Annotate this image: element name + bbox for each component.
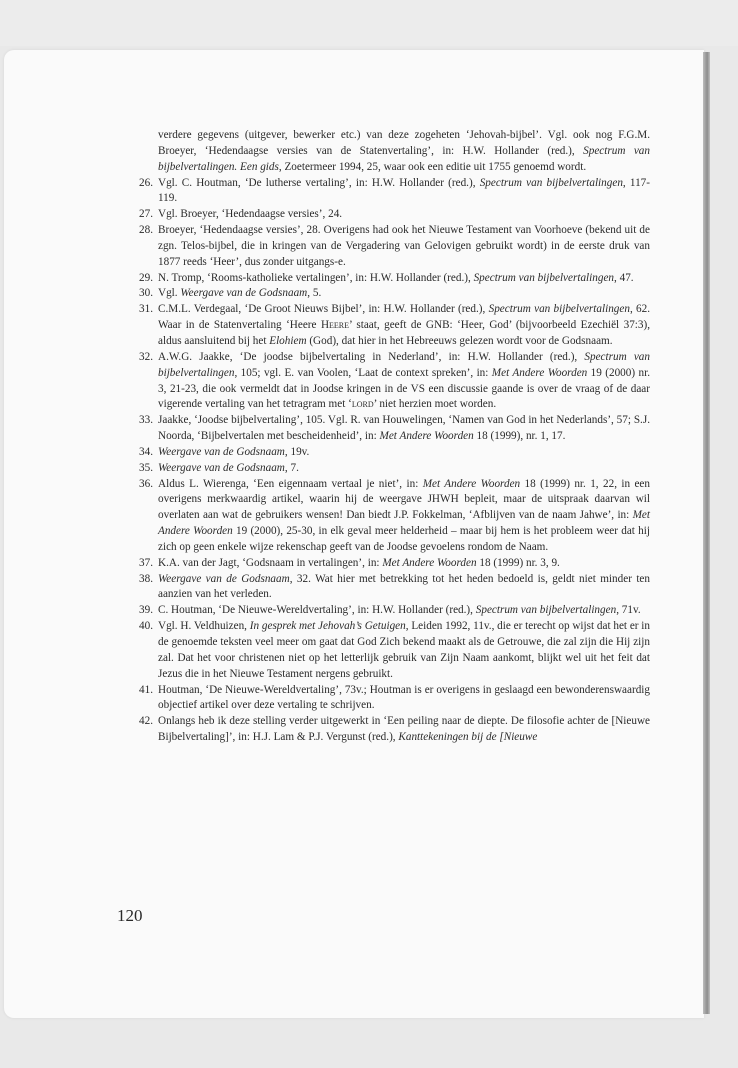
footnote-number: 35.: [139, 461, 153, 474]
footnote-35: [132, 461, 650, 477]
footnote-42: [132, 714, 650, 746]
italic-title: Met Andere Woorden: [379, 430, 474, 443]
text-segment: (God), dat hier in het Hebreeuws gelezen wordt voor de Godsnaam.: [306, 334, 613, 347]
book-spine-shadow: [703, 52, 710, 1014]
footnote-40: [132, 619, 650, 682]
page-number: 120: [117, 906, 143, 925]
text-segment: , 71v.: [616, 604, 641, 617]
italic-title: Weergave van de Godsnaam: [158, 461, 285, 474]
footnote-text: [158, 714, 650, 746]
footnote-number: 37.: [139, 556, 153, 569]
italic-title: Weergave van de Godsnaam: [158, 572, 290, 585]
footnote-number: 41.: [139, 683, 153, 696]
italic-title: Spectrum van bijbelvertalingen: [479, 176, 623, 189]
text-segment: , 117-119.: [158, 176, 650, 205]
italic-title: Kanttekeningen bij de [Nieuwe: [398, 731, 538, 744]
text-segment: , 105; vgl. E. van Voolen, ‘Laat de context spreken’, in:: [234, 366, 492, 379]
italic-title: Met Andere Woorden: [158, 509, 650, 538]
footnotes-list: [132, 128, 650, 746]
scan-background: [0, 0, 738, 46]
text-segment: Vgl. H. Veldhuizen,: [158, 620, 250, 633]
footnote-number: 28.: [139, 224, 153, 237]
footnote-text: [158, 572, 650, 604]
text-segment: Broeyer, ‘Hedendaagse versies’, 28. Overigens had ook het Nieuwe Testament van Voorhoeve (bekend uit de zgn. Telos-bijbel, die in kringen van de Vergadering van Gelovigen gebruikt wordt) in de eerste druk van 1877 reeds ‘Heer’, dus zonder uitgangs-e.: [158, 224, 650, 268]
footnote-33: [132, 413, 650, 445]
footnote-38: [132, 572, 650, 604]
italic-title: Spectrum van bijbelvertalingen: [488, 303, 630, 316]
footnote-41: [132, 683, 650, 715]
italic-title: Weergave van de Godsnaam: [180, 287, 308, 300]
text-segment: , 47.: [614, 271, 634, 284]
text-segment: , 19v.: [284, 445, 310, 458]
text-segment: , Zoetermeer 1994, 25, waar ook een editie uit 1755 genoemd wordt.: [278, 160, 587, 173]
footnote-text: [158, 302, 650, 350]
footnote-text: [158, 413, 650, 445]
footnote-text: [158, 461, 650, 477]
footnote-text: [158, 477, 650, 556]
footnote-number: 30.: [139, 287, 153, 300]
text-segment: 18 (1999) nr. 1, 22, in een overigens merkwaardig artikel, waarin hij de weergave JHWH bepleit, maar de uitspraak daarvan wil overlaten aan wat de gebruikers wensen! Dan biedt J.P. Fokkelman, ‘Afblijven van de naam Jahwe’, in:: [158, 477, 650, 522]
footnote-30: [132, 286, 650, 302]
footnote-continued: [132, 128, 650, 176]
footnote-text: [158, 683, 650, 715]
text-segment: Vgl.: [158, 287, 181, 300]
text-segment: , 7.: [284, 461, 299, 474]
footnote-number: 39.: [139, 604, 153, 617]
footnote-text: [158, 271, 650, 287]
text-segment: , 62. Waar in de Statenvertaling ‘Heere: [158, 303, 651, 332]
italic-title: Spectrum van bijbelvertalingen: [473, 271, 615, 284]
italic-title: Weergave van de Godsnaam: [158, 445, 285, 458]
text-segment: Houtman, ‘De Nieuwe-Wereldvertaling’, 73v.; Houtman is er overigens in geslaagd een bewonderenswaardig objectief artikel over deze vertaling te schrijven.: [158, 683, 650, 712]
footnote-27: [132, 207, 650, 223]
footnote-number: 31.: [139, 303, 153, 316]
italic-title: Spectrum van bijbelvertalingen. Een gids: [158, 144, 650, 173]
footnote-text: [158, 207, 650, 223]
footnote-text: [158, 176, 650, 208]
text-segment: 19 (2000), 25-30, in elk geval meer helderheid – maar bij hem is het probleem weer dat hij zich op geen enkele wijze rekenschap geeft van de Joodse gevoelens rondom de Naam.: [158, 525, 650, 553]
italic-title: Elohiem: [269, 334, 307, 347]
text-segment: C. Houtman, ‘De Nieuwe-Wereldvertaling’, in: H.W. Hollander (red.),: [158, 604, 476, 617]
footnote-text: [158, 350, 650, 413]
italic-title: Met Andere Woorden: [491, 366, 588, 379]
footnote-text: [158, 445, 650, 461]
text-segment: C.M.L. Verdegaal, ‘De Groot Nieuws Bijbel’, in: H.W. Hollander (red.),: [158, 303, 489, 316]
italic-title: In gesprek met Jehovah’s Getuigen: [249, 620, 406, 633]
small-caps-text: lord: [351, 398, 374, 411]
italic-title: Met Andere Woorden: [382, 556, 477, 569]
footnote-text: [158, 619, 650, 682]
text-segment: 18 (1999), nr. 1, 17.: [473, 430, 566, 443]
footnote-number: 40.: [139, 620, 153, 633]
footnote-number: 42.: [139, 715, 153, 728]
italic-title: Spectrum van bijbelvertalingen: [475, 604, 617, 617]
text-segment: , Leiden 1992, 11v., die er terecht op wijst dat het er in de genoemde teksten veel meer om gaat dat God Zich bekend maakt als de Getrouwe, die zal zijn die Hij zijn zal. Dat het voor christenen niet op het letterlijk gebruik van Zijn Naam aankomt, blijkt wel uit het feit dat Jezus die in het Nieuwe Testament nergens gebruikt.: [158, 620, 651, 680]
footnote-37: [132, 556, 650, 572]
italic-title: Spectrum van bijbelvertalingen: [158, 350, 650, 379]
text-segment: , 32. Wat hier met betrekking tot het heden bedoeld is, geldt niet minder ten aanzien van het verleden.: [158, 572, 650, 601]
footnote-28: [132, 223, 650, 271]
text-segment: 19 (2000) nr. 3, 21-23, die ook vermeldt dat in Joodse kringen in de VS een discussie gaande is over de vraag of de daar vigerende vertaling van het tetragram met ‘: [158, 366, 651, 411]
footnote-number: 32.: [139, 350, 153, 363]
text-segment: K.A. van der Jagt, ‘Godsnaam in vertalingen’, in:: [158, 556, 383, 569]
footnote-text: [158, 286, 650, 302]
text-segment: Jaakke, ‘Joodse bijbelvertaling’, 105. Vgl. R. van Houwelingen, ‘Namen van God in het Nederlands’, 57; S.J. Noorda, ‘Bijbelvertalen met bescheidenheid’, in:: [158, 414, 650, 443]
footnote-number: 27.: [139, 208, 153, 221]
text-segment: A.W.G. Jaakke, ‘De joodse bijbelvertaling in Nederland’, in: H.W. Hollander (red.),: [158, 350, 585, 363]
text-segment: 18 (1999) nr. 3, 9.: [476, 556, 560, 569]
footnote-text: [158, 603, 650, 619]
text-segment: N. Tromp, ‘Rooms-katholieke vertalingen’, in: H.W. Hollander (red.),: [158, 271, 474, 284]
text-segment: Onlangs heb ik deze stelling verder uitgewerkt in ‘Een peiling naar de diepte. De filosofie achter de [Nieuwe Bijbelvertaling]’, in: H.J. Lam & P.J. Vergunst (red.),: [158, 715, 650, 744]
footnote-number: 36.: [139, 477, 153, 490]
text-segment: Aldus L. Wierenga, ‘Een eigennaam vertaal je niet’, in:: [158, 477, 423, 490]
text-segment: Vgl. C. Houtman, ‘De lutherse vertaling’, in: H.W. Hollander (red.),: [158, 176, 480, 189]
footnote-31: [132, 302, 650, 350]
text-segment: , 5.: [307, 287, 322, 300]
small-caps-text: Heere: [320, 319, 350, 332]
footnote-39: [132, 603, 650, 619]
text-segment: ’ niet herzien moet worden.: [373, 398, 497, 411]
footnote-32: [132, 350, 650, 413]
text-segment: verdere gegevens (uitgever, bewerker etc.) van deze zogeheten ‘Jehovah-bijbel’. Vgl. ook nog F.G.M. Broeyer, ‘Hedendaagse versies van de Statenvertaling’, in: H.W. Hollander (red.),: [158, 129, 650, 157]
italic-title: Met Andere Woorden: [422, 477, 521, 490]
footnote-number: 38.: [139, 572, 153, 585]
text-segment: Vgl. Broeyer, ‘Hedendaagse versies’, 24.: [158, 208, 343, 221]
footnote-34: [132, 445, 650, 461]
footnote-text: [158, 128, 650, 176]
footnote-29: [132, 271, 650, 287]
footnote-text: [158, 223, 650, 271]
footnote-number: 29.: [139, 271, 153, 284]
footnote-36: [132, 477, 650, 556]
footnote-number: 33.: [139, 414, 153, 427]
text-segment: ’ staat, geeft de GNB: ‘Heer, God’ (bijvoorbeeld Ezechiël 37:3), aldus aansluitend bij het: [158, 319, 651, 347]
footnote-number: 26.: [139, 176, 153, 189]
footnote-26: [132, 176, 650, 208]
footnote-text: [158, 556, 650, 572]
footnote-number: 34.: [139, 445, 153, 458]
